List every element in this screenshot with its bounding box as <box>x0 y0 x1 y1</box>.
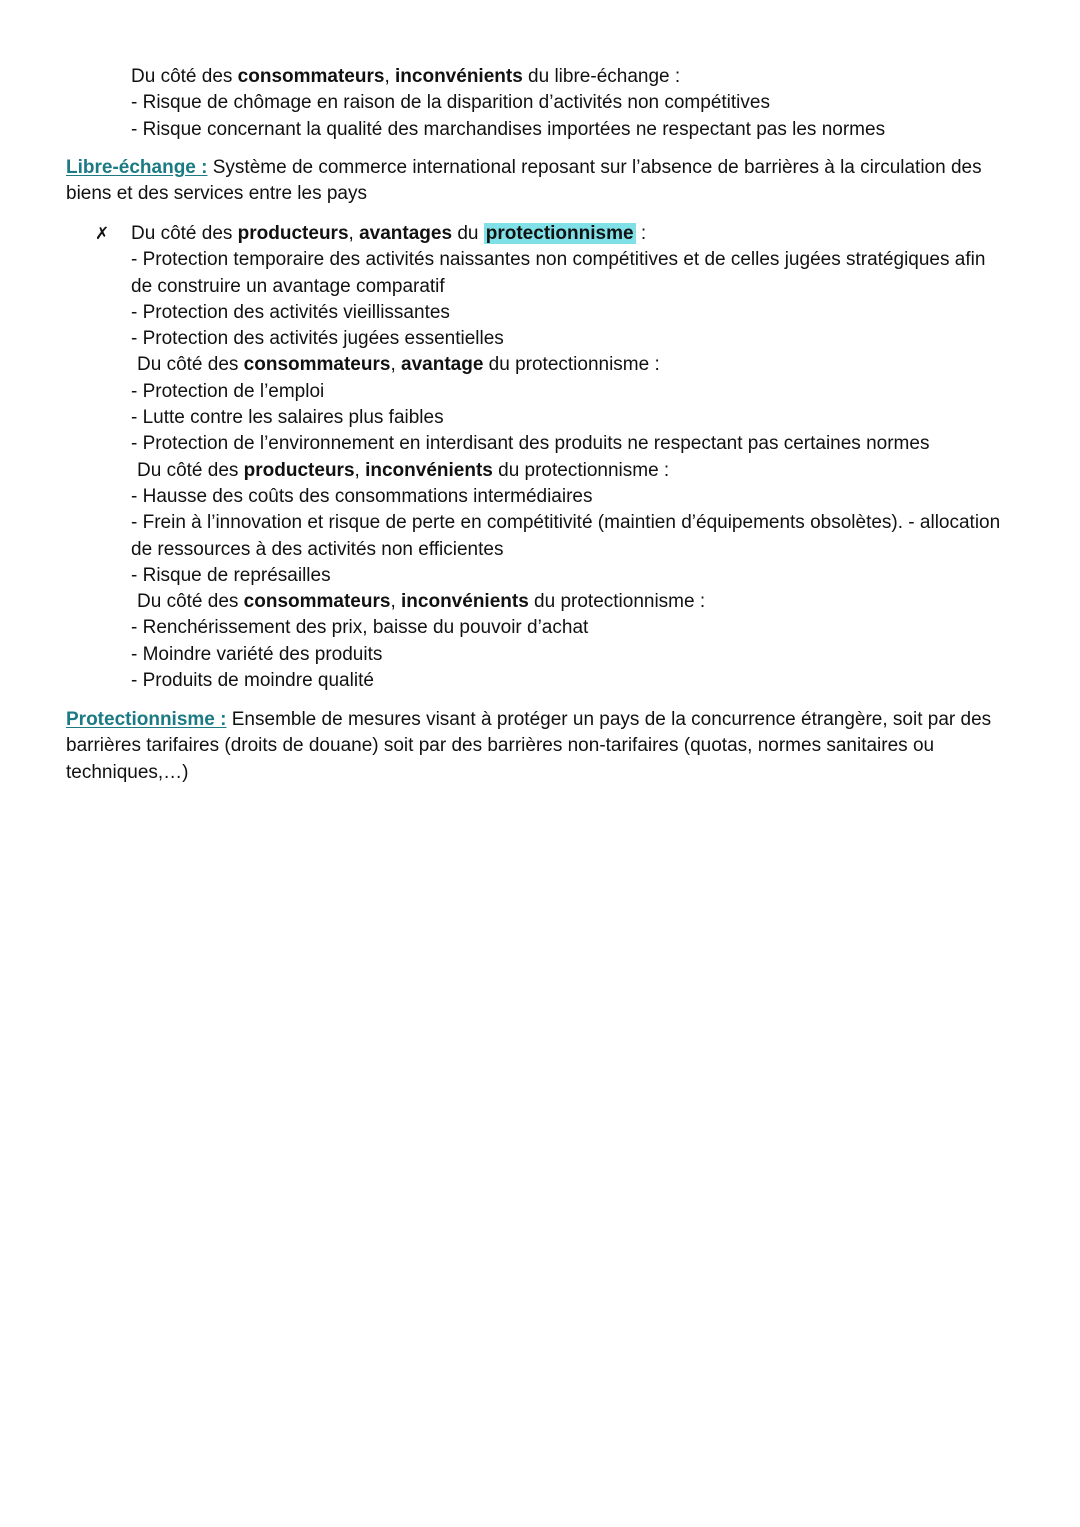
list-item: - Frein à l’innovation et risque de perte en compétitivité (maintien d’équipements obsolètes). - allocation de ressources à des activités non efficientes <box>131 512 1001 560</box>
list-item: - Protection des activités jugées essentielles <box>131 328 504 350</box>
section-heading: Du côté des producteurs, avantages du protectionnisme : <box>131 223 647 244</box>
list-item: - Renchérissement des prix, baisse du pouvoir d’achat <box>131 617 589 639</box>
list-item: - Lutte contre les salaires plus faibles <box>131 407 444 429</box>
list-item: - Risque concernant la qualité des marchandises importées ne respectant pas les normes <box>131 118 886 140</box>
free-trade-consumer-drawbacks <box>131 64 1011 143</box>
section-heading: Du côté des producteurs, inconvénients du protectionnisme : <box>137 459 670 481</box>
definition-text: Ensemble de mesures visant à protéger un pays de la concurrence étrangère, soit par des barrières tarifaires (droits de douane) soit par des barrières non-tarifaires (quotas, normes sanitaires ou techniques,…) <box>66 709 992 783</box>
bullet-row <box>0 221 1011 352</box>
list-item: - Hausse des coûts des consommations intermédiaires <box>131 485 593 507</box>
definition-term: Libre-échange : <box>66 157 208 178</box>
list-item: - Risque de chômage en raison de la disparition d’activités non compétitives <box>131 92 770 114</box>
highlighted-term: protectionnisme <box>485 223 634 244</box>
list-item: - Produits de moindre qualité <box>131 670 374 692</box>
producers-advantages <box>131 221 1011 352</box>
definition-text: Système de commerce international reposant sur l’absence de barrières à la circulation des biens et des services entre les pays <box>66 157 982 205</box>
section-heading: Du côté des consommateurs, inconvénients du libre-échange : <box>131 66 681 87</box>
list-item: - Protection temporaire des activités naissantes non compétitives et de celles jugées stratégiques afin de construire un avantage comparatif <box>131 249 986 297</box>
consumers-drawbacks <box>131 589 1011 694</box>
cross-bullet-icon: ✗ <box>95 224 110 243</box>
list-item: - Protection de l’environnement en interdisant des produits ne respectant pas certaines normes <box>131 433 930 455</box>
list-item: - Protection des activités vieillissantes <box>131 301 450 323</box>
producers-drawbacks <box>131 458 1011 589</box>
consumers-advantages <box>131 352 1011 457</box>
definition-protectionnisme <box>66 707 1011 786</box>
list-item: - Protection de l’emploi <box>131 380 325 402</box>
definition-term: Protectionnisme : <box>66 709 227 730</box>
section-heading: Du côté des consommateurs, avantage du protectionnisme : <box>137 354 660 376</box>
list-item: - Risque de représailles <box>131 564 331 586</box>
list-item: - Moindre variété des produits <box>131 643 383 665</box>
section-heading: Du côté des consommateurs, inconvénients du protectionnisme : <box>137 591 706 613</box>
definition-libre-echange <box>66 155 1011 208</box>
protectionism-section <box>0 221 1011 694</box>
